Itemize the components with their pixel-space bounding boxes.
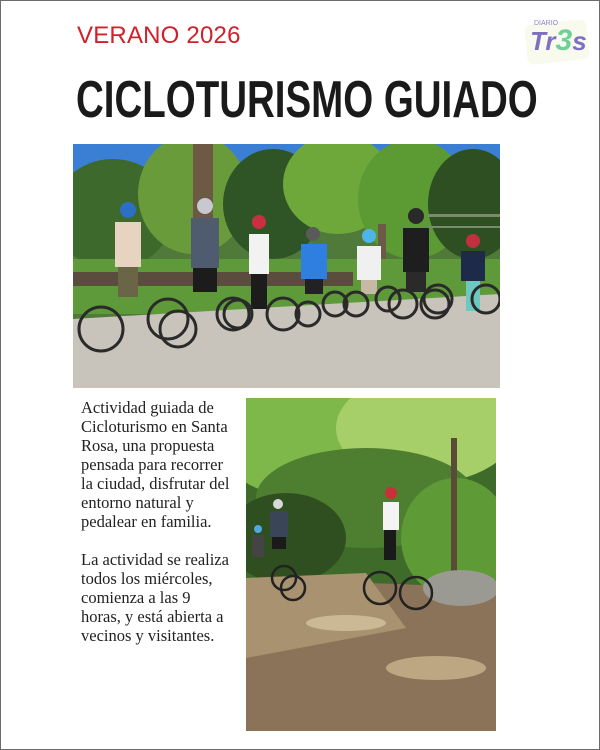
trail-photo-illustration bbox=[246, 398, 496, 731]
logo-wordmark bbox=[530, 24, 587, 58]
article-body bbox=[81, 398, 231, 664]
logo-small-text: DIARIO bbox=[534, 20, 559, 27]
logo-three: 3 bbox=[555, 24, 573, 57]
article-paragraph: Actividad guiada de Cicloturismo en Santa Rosa, una propuesta pensada para recorrer la ciudad, disfrutar del entorno natural y pedalear en familia. bbox=[81, 398, 230, 531]
logo-s: s bbox=[572, 26, 587, 56]
diario-tres-logo[interactable] bbox=[526, 20, 590, 64]
group-photo bbox=[73, 144, 500, 388]
page-headline: CICLOTURISMO GUIADO bbox=[76, 71, 538, 129]
kicker-label: VERANO 2026 bbox=[77, 22, 241, 49]
group-photo-illustration bbox=[73, 144, 500, 388]
article-paragraph: La actividad se realiza todos los miércoles, comienza a las 9 horas, y está abierta a vecinos y visitantes. bbox=[81, 550, 229, 645]
trail-photo bbox=[246, 398, 496, 731]
logo-tr: Tr bbox=[530, 26, 556, 56]
